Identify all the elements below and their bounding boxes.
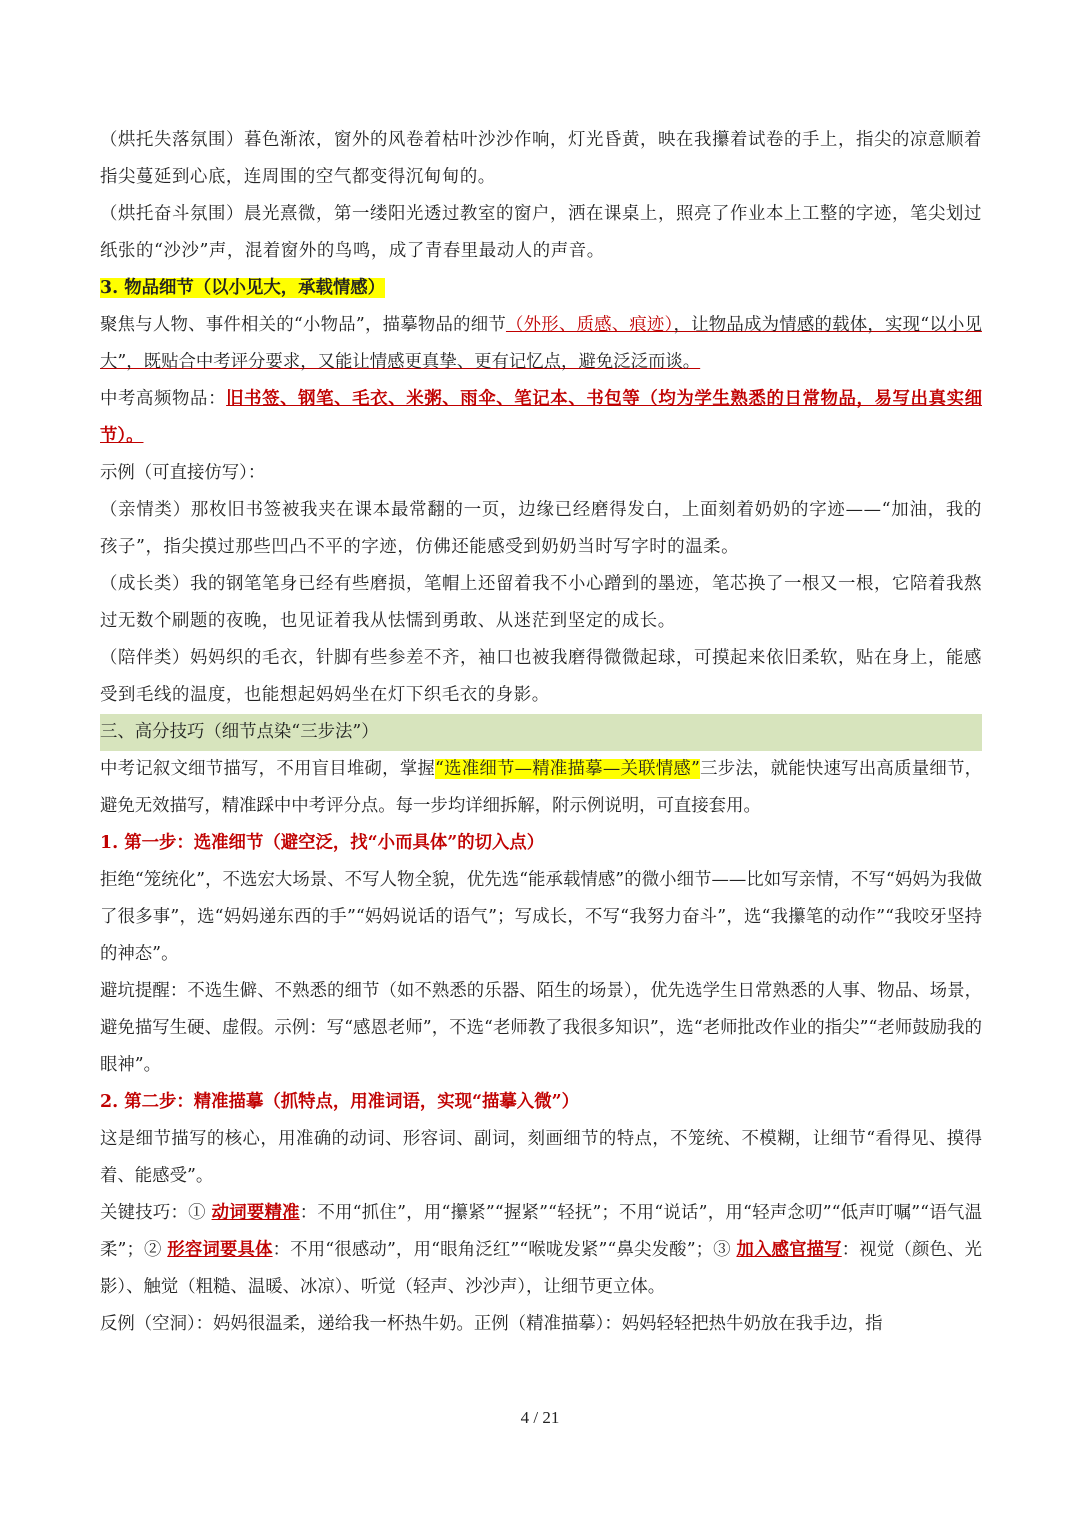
body-paragraph <box>100 307 982 381</box>
example-paragraph: （陪伴类）妈妈织的毛衣，针脚有些参差不齐，袖口也被我磨得微微起球，可摸起来依旧柔软，贴在身上，能感受到毛线的温度，也能想起妈妈坐在灯下织毛衣的身影。 <box>100 648 982 705</box>
example-paragraph: （烘托失落氛围）暮色渐浓，窗外的风卷着枯叶沙沙作响，灯光昏黄，映在我攥着试卷的手上，指尖的凉意顺着指尖蔓延到心底，连周围的空气都变得沉甸甸的。 <box>100 130 982 187</box>
highlighted-text: “选准细节—精准描摹—关联情感” <box>435 759 700 779</box>
text-run: 三步法，就能快速写出高质量细节，避免无效描写，精准踩中中考评分点。每一步均详细拆解，附示例说明，可直接套用。 <box>100 759 982 816</box>
page-number: 4 / 21 <box>520 1408 560 1427</box>
step-heading: 1. 第一步：选准细节（避空泛，找“小而具体”的切入点） <box>100 833 545 853</box>
section-heading-text: 3. 物品细节（以小见大，承载情感） <box>100 278 386 298</box>
text-run: ：视觉（颜色、光影）、触觉（粗糙、温暖、冰凉）、听觉（轻声、沙沙声），让细节更立体。 <box>100 1240 982 1297</box>
example-paragraph: （烘托奋斗氛围）晨光熹微，第一缕阳光透过教室的窗户，洒在课桌上，照亮了作业本上工整的字迹，笔尖划过纸张的“沙沙”声，混着窗外的鸟鸣，成了青春里最动人的声音。 <box>100 204 982 261</box>
body-paragraph: 避坑提醒：不选生僻、不熟悉的细节（如不熟悉的乐器、陌生的场景），优先选学生日常熟悉的人事、物品、场景，避免描写生硬、虚假。示例：写“感恩老师”，不选“老师教了我很多知识”，选“老师批改作业的指尖”“老师鼓励我的眼神”。 <box>100 981 982 1075</box>
red-underlined-text: 动词要精准 <box>211 1203 300 1223</box>
part-heading-text: 三、高分技巧（细节点染“三步法”） <box>100 714 982 751</box>
body-paragraph <box>100 751 982 825</box>
red-underlined-text: （外形、质感、痕迹） <box>505 315 674 335</box>
underlined-text: ，让物品成为情感的载体，实现“以小见大”，既贴合中考评分要求，又能让情感更真挚、更有记忆点，避免泛泛而谈。 <box>100 315 982 372</box>
body-paragraph <box>100 1195 982 1306</box>
example-paragraph: （成长类）我的钢笔笔身已经有些磨损，笔帽上还留着我不小心蹭到的墨迹，笔芯换了一根又一根，它陪着我熬过无数个刷题的夜晚，也见证着我从怯懦到勇敢、从迷茫到坚定的成长。 <box>100 574 982 631</box>
body-paragraph <box>100 381 982 455</box>
text-run: 关键技巧：① <box>100 1203 206 1223</box>
step-heading: 2. 第二步：精准描摹（抓特点，用准词语，实现“描摹入微”） <box>100 1092 579 1112</box>
text-run: ：不用“很感动”，用“眼角泛红”“喉咙发紧”“鼻尖发酸”；③ <box>272 1240 731 1260</box>
red-underlined-text: 旧书签、钢笔、毛衣、米粥、雨伞、笔记本、书包等（均为学生熟悉的日常物品，易写出真实细节）。 <box>100 389 982 446</box>
red-underlined-text: 加入感官描写 <box>736 1240 842 1260</box>
document-page <box>100 122 982 1343</box>
section-heading <box>100 270 982 307</box>
example-paragraph: （亲情类）那枚旧书签被我夹在课本最常翻的一页，边缘已经磨得发白，上面刻着奶奶的字迹——“加油，我的孩子”，指尖摸过那些凹凸不平的字迹，仿佛还能感受到奶奶当时写字时的温柔。 <box>100 500 982 557</box>
text-run: 中考高频物品： <box>100 389 227 409</box>
red-underlined-text: 形容词要具体 <box>167 1240 273 1260</box>
text-run: ：不用“抓住”，用“攥紧”“握紧”“轻抚”；不用“说话”，用“轻声念叨”“低声叮嘱”“语气温柔”；② <box>100 1203 982 1260</box>
text-run: 聚焦与人物、事件相关的“小物品”，描摹物品的细节 <box>100 315 506 335</box>
example-label: 示例（可直接仿写）： <box>100 463 266 483</box>
text-run: 中考记叙文细节描写，不用盲目堆砌，掌握 <box>100 759 435 779</box>
body-paragraph: 拒绝“笼统化”，不选宏大场景、不写人物全貌，优先选“能承载情感”的微小细节——比如写亲情，不写“妈妈为我做了很多事”，选“妈妈递东西的手”“妈妈说话的语气”；写成长，不写“我努力奋斗”，选“我攥笔的动作”“我咬牙坚持的神态”。 <box>100 870 982 964</box>
body-paragraph: 这是细节描写的核心，用准确的动词、形容词、副词，刻画细节的特点，不笼统、不模糊，让细节“看得见、摸得着、能感受”。 <box>100 1129 982 1186</box>
part-heading <box>100 714 982 751</box>
body-paragraph: 反例（空洞）：妈妈很温柔，递给我一杯热牛奶。正例（精准描摹）：妈妈轻轻把热牛奶放在我手边，指 <box>100 1314 883 1334</box>
